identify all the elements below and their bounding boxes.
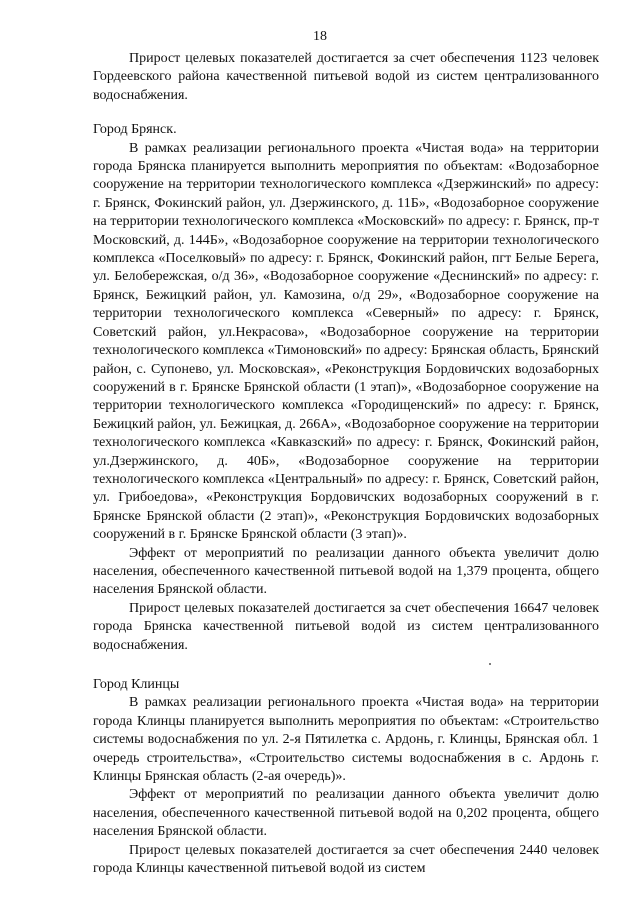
document-body [93,50,599,878]
paragraph-klintsy-objects: В рамках реализации регионального проекта «Чистая вода» на территории города Клинцы планируется выполнить мероприятия по объектам: «Строительство системы водоснабжения по ул. 2-я Пятилетка с. Ардонь, г. Клинцы, Брянская обл. 1 очередь строительства», «Строительство системы водоснабжения в с. Ардонь г. Клинцы Брянская область (2-ая очередь)». [93,695,599,785]
paragraph-bryansk-target: Прирост целевых показателей достигается за счет обеспечения 16647 человек города Брянска качественной питьевой водой из систем централизованного водоснабжения. [93,600,599,653]
paragraph-bryansk-effect: Эффект от мероприятий по реализации данного объекта увеличит долю населения, обеспеченного качественной питьевой водой на 1,379 процента, общего населения Брянской области. [93,545,599,598]
scan-speck [489,663,491,665]
heading-bryansk: Город Брянск. [93,122,177,138]
paragraph-klintsy-effect: Эффект от мероприятий по реализации данного объекта увеличит долю населения, обеспеченного качественной питьевой водой на 0,202 процента, общего населения Брянской области. [93,787,599,840]
paragraph-gordeevsky-target: Прирост целевых показателей достигается за счет обеспечения 1123 человек Гордеевского района качественной питьевой водой из систем централизованного водоснабжения. [93,51,599,103]
page-number: 18 [313,29,327,44]
heading-klintsy: Город Клинцы [93,677,180,692]
paragraph-bryansk-objects: В рамках реализации регионального проекта «Чистая вода» на территории города Брянска планируется выполнить мероприятия по объектам: «Водозаборное сооружение на территории технологического комплекса «Дзержинский» по адресу: г. Брянск, Фокинский район, ул. Дзержинского, д. 11Б», «Водозаборное сооружение на территории технологического комплекса «Московский» по адресу: г. Брянск, пр-т Московский, д. 144Б», «Водозаборное сооружение на территории технологического комплекса «Поселковый» по адресу: г. Брянск, Фокинский район, пгт Белые Берега, ул. Белобережская, о/д 36», «Водозаборное сооружение «Деснинский» по адресу: г. Брянск, Бежицкий район, ул. Камозина, о/д 29», «Водозаборное сооружение на территории технологического комплекса «Северный» по адресу: г. Брянск, Советский район, ул.Некрасова», «Водозаборное сооружение на территории технологического комплекса «Тимоновский» по адресу: Брянская область, Брянский район, с. Супонево, ул. Московская», «Реконструкция Бордовичских водозаборных сооружений в г. Брянске Брянской области (1 этап)», «Водозаборное сооружение на территории технологического комплекса «Городищенский» по адресу: г. Брянск, Бежицкий район, ул. Бежицкая, д. 266А», «Водозаборное сооружение на территории технологического комплекса «Кавказский» по адресу: г. Брянск, Фокинский район, ул.Дзержинского, д. 40Б», «Водозаборное сооружение на территории технологического комплекса «Центральный» по адресу: г. Брянск, Советский район, ул. Грибоедова», «Реконструкция Бордовичских водозаборных сооружений в г. Брянске Брянской области (2 этап)», «Реконструкция Бордовичских водозаборных сооружений в г. Брянске Брянской области (3 этап)». [93,140,599,543]
paragraph-klintsy-target: Прирост целевых показателей достигается за счет обеспечения 2440 человек города Клинцы качественной питьевой водой из систем [93,842,599,877]
